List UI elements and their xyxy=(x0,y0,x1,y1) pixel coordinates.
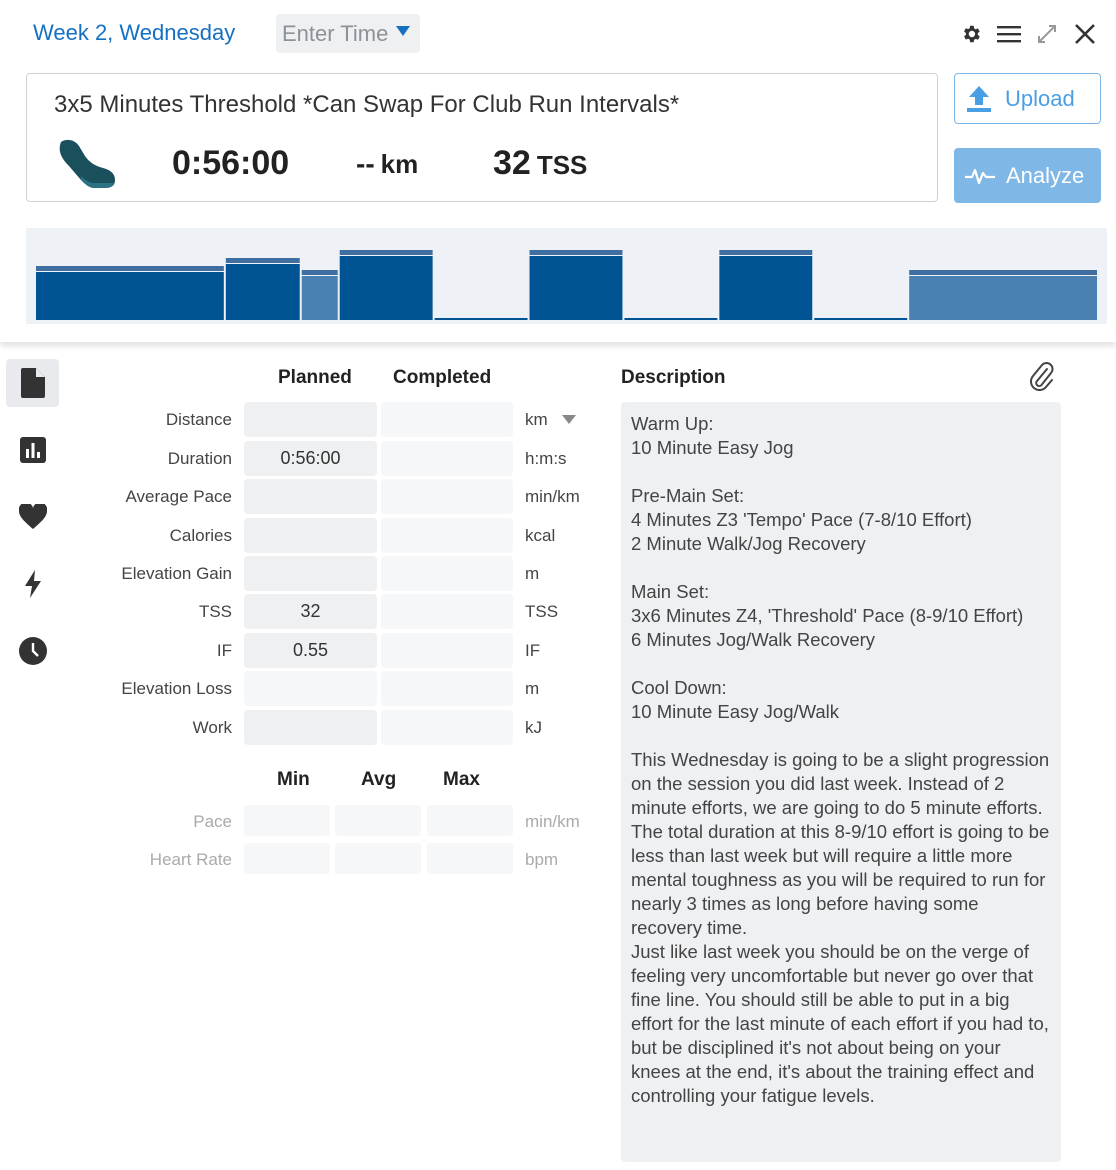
planned-if-input[interactable]: 0.55 xyxy=(244,633,377,668)
workout-summary-card xyxy=(26,73,938,202)
planned-header: Planned xyxy=(278,367,352,388)
workout-title: 3x5 Minutes Threshold *Can Swap For Club Run Intervals* xyxy=(54,91,680,118)
analyze-button[interactable] xyxy=(954,148,1101,203)
intensity-bar-9 xyxy=(814,318,907,320)
time-placeholder: Enter Time xyxy=(282,21,389,46)
distance-unit: km xyxy=(380,149,419,179)
metric-label-elevation-loss: Elevation Loss xyxy=(121,679,232,698)
pace-unit-label: min/km xyxy=(525,487,580,506)
intensity-bar-8 xyxy=(719,256,812,320)
window-controls xyxy=(958,20,1098,48)
gear-icon[interactable] xyxy=(958,20,984,48)
intensity-bar-cap-3 xyxy=(302,270,338,275)
upload-button[interactable] xyxy=(954,73,1101,124)
completed-calories-input[interactable] xyxy=(381,518,513,553)
elevation-gain-unit-label: m xyxy=(525,564,540,583)
expand-icon[interactable] xyxy=(1034,20,1060,48)
completed-tss-input[interactable] xyxy=(381,594,513,629)
heart-rate-row-unit: bpm xyxy=(525,850,559,869)
intensity-bar-4 xyxy=(340,256,433,320)
metric-label-if: IF xyxy=(216,641,232,660)
description-text[interactable]: Warm Up: 10 Minute Easy Jog Pre-Main Set: 4 Minutes Z3 'Tempo' Pace (7-8/10 Effort) 2 Minute Walk/Jog Recovery Main Set: 3x6 Minutes Z4, 'Threshold' Pace (8-9/10 Effort) 6 Minutes Jog/Walk Recovery Cool Down: 10 Minute Easy Jog/Walk This Wednesday is going to be a slight progression on the session you did last week. Instead of 2 minute efforts, we are going to do 5 minute efforts. The total duration at this 8-9/10 effort is going to be less than last week but will require a little more mental toughness as you will be required to run for nearly 3 times as long before having some recovery time. Just like last week you should be on the verge of feeling very uncomfortable but never go over that fine line. You should still be able to put in a big effort for the last minute of each effort if you had to, but be disciplined it's not about being on your knees at the end, it's about the training effect and controlling your fatigue levels. xyxy=(621,402,1061,1162)
enter-time-select[interactable] xyxy=(276,14,420,53)
heart-rate-avg-input[interactable] xyxy=(335,843,421,874)
calories-unit-label: kcal xyxy=(525,526,556,545)
workout-intensity-chart[interactable] xyxy=(26,228,1107,324)
planned-elevation-loss-input[interactable] xyxy=(244,671,377,706)
if-unit-label: IF xyxy=(525,641,541,660)
pace-min-input[interactable] xyxy=(244,805,330,836)
intensity-bar-cap-8 xyxy=(719,250,812,255)
heart-icon xyxy=(19,504,47,530)
distance-unit-dropdown-icon[interactable] xyxy=(562,415,576,424)
min-header: Min xyxy=(277,769,310,790)
heart-rate-min-input[interactable] xyxy=(244,843,330,874)
intensity-bar-cap-6 xyxy=(530,250,623,255)
document-icon xyxy=(21,368,45,398)
metric-label-calories: Calories xyxy=(169,526,232,545)
metric-label-tss: TSS xyxy=(198,602,232,621)
work-unit-label: kJ xyxy=(525,718,542,737)
elevation-loss-unit-label: m xyxy=(525,679,540,698)
intensity-chart-svg xyxy=(26,228,1107,324)
completed-duration-input[interactable] xyxy=(381,441,513,476)
completed-pace-input[interactable] xyxy=(381,479,513,514)
menu-icon[interactable] xyxy=(996,20,1022,48)
description-header: Description xyxy=(621,367,726,388)
pace-avg-input[interactable] xyxy=(335,805,421,836)
intensity-bar-cap-4 xyxy=(340,250,433,255)
planned-pace-input[interactable] xyxy=(244,479,377,514)
pace-row-label: Pace xyxy=(193,812,232,831)
intensity-bar-6 xyxy=(530,256,623,320)
intensity-bar-7 xyxy=(624,318,717,320)
analyze-label: Analyze xyxy=(1006,162,1085,188)
clock-icon xyxy=(19,637,47,665)
duration-unit-label: h:m:s xyxy=(525,449,567,468)
intensity-bar-3 xyxy=(302,276,338,320)
distance-unit-label: km xyxy=(525,410,548,429)
planned-calories-input[interactable] xyxy=(244,518,377,553)
intensity-bar-5 xyxy=(435,318,528,320)
completed-header: Completed xyxy=(393,367,492,388)
day-title: Week 2, Wednesday xyxy=(33,20,236,45)
completed-distance-input[interactable] xyxy=(381,402,513,437)
planned-tss-input[interactable]: 32 xyxy=(244,594,377,629)
intensity-bar-1 xyxy=(36,272,224,320)
heart-rate-row-label: Heart Rate xyxy=(149,850,232,869)
metric-label-average-pace: Average Pace xyxy=(125,487,232,506)
pace-max-input[interactable] xyxy=(427,805,513,836)
workout-header-panel xyxy=(0,0,1116,342)
tab-summary[interactable] xyxy=(6,359,59,407)
intensity-bar-cap-2 xyxy=(226,258,300,263)
chart-icon xyxy=(20,437,46,463)
upload-label: Upload xyxy=(1005,85,1075,111)
pulse-icon xyxy=(964,165,996,187)
intensity-bar-cap-10 xyxy=(909,270,1097,275)
completed-elevation-loss-input[interactable] xyxy=(381,671,513,706)
lightning-icon xyxy=(25,570,41,598)
tss-value: 32 xyxy=(493,144,531,182)
planned-distance-input[interactable] xyxy=(244,402,377,437)
intensity-bar-10 xyxy=(909,276,1097,320)
distance-value: -- xyxy=(356,148,375,179)
chevron-down-icon xyxy=(396,26,410,36)
tss-unit: TSS xyxy=(536,150,588,180)
intensity-bar-2 xyxy=(226,264,300,320)
upload-icon xyxy=(967,86,991,112)
close-icon[interactable] xyxy=(1072,20,1098,48)
planned-duration: 0:56:00 xyxy=(172,144,290,182)
max-header: Max xyxy=(443,769,480,790)
completed-work-input[interactable] xyxy=(381,710,513,745)
metric-label-duration: Duration xyxy=(167,449,232,468)
planned-work-input[interactable] xyxy=(244,710,377,745)
planned-duration-input[interactable]: 0:56:00 xyxy=(244,441,377,476)
metric-label-elevation-gain: Elevation Gain xyxy=(121,564,232,583)
planned-distance xyxy=(356,148,418,180)
heart-rate-max-input[interactable] xyxy=(427,843,513,874)
planned-elevation-gain-input[interactable] xyxy=(244,556,377,591)
planned-tss xyxy=(493,144,587,183)
intensity-bar-cap-1 xyxy=(36,266,224,271)
metric-label-work: Work xyxy=(192,718,232,737)
pace-row-unit: min/km xyxy=(525,812,580,831)
completed-elevation-gain-input[interactable] xyxy=(381,556,513,591)
tss-unit-label: TSS xyxy=(525,602,559,621)
metric-label-distance: Distance xyxy=(165,410,232,429)
avg-header: Avg xyxy=(361,769,397,790)
completed-if-input[interactable] xyxy=(381,633,513,668)
running-shoe-icon xyxy=(55,138,117,195)
attachment-icon[interactable] xyxy=(1029,361,1055,396)
